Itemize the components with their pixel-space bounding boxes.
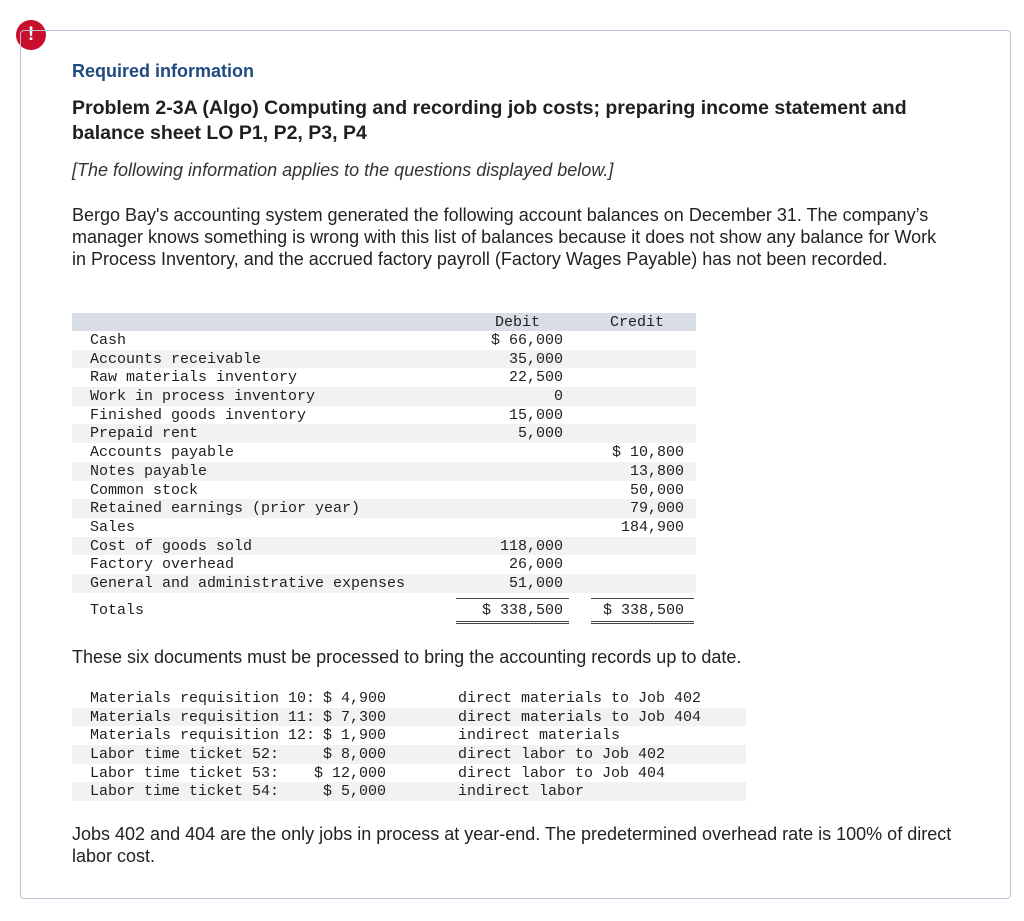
credit-double-underline-1 xyxy=(591,621,694,622)
list-item xyxy=(72,782,746,801)
debit-value: 15,000 xyxy=(508,406,563,424)
table-row xyxy=(72,481,696,500)
table-row xyxy=(72,499,696,518)
debit-value: 51,000 xyxy=(508,574,563,592)
document-amount: $ 1,900 xyxy=(322,727,386,745)
document-name: Materials requisition 11: xyxy=(90,708,316,726)
table-row xyxy=(72,537,696,556)
account-name: Factory overhead xyxy=(90,556,235,574)
debit-value: 35,000 xyxy=(508,350,563,368)
required-info-heading: Required information xyxy=(72,61,255,81)
list-item xyxy=(72,726,746,745)
credit-underline xyxy=(591,598,694,599)
debit-value: $ 66,000 xyxy=(490,332,563,349)
debit-value: 26,000 xyxy=(508,556,563,574)
account-name: Finished goods inventory xyxy=(90,406,307,424)
debit-value: 5,000 xyxy=(517,425,563,443)
document-description: indirect labor xyxy=(458,783,585,801)
account-name: General and administrative expenses xyxy=(90,574,406,592)
document-name: Labor time ticket 52: xyxy=(90,746,280,764)
document-description: indirect materials xyxy=(458,727,621,745)
document-amount: $ 4,900 xyxy=(322,690,386,707)
table-row xyxy=(72,518,696,537)
account-name: Common stock xyxy=(90,481,199,499)
documents-table xyxy=(72,689,746,801)
account-name: Notes payable xyxy=(90,462,208,480)
list-item xyxy=(72,745,746,764)
table-row xyxy=(72,574,696,593)
debit-double-underline-2 xyxy=(456,623,569,624)
table-row xyxy=(72,462,696,481)
table-row xyxy=(72,406,696,425)
debit-underline xyxy=(456,598,569,599)
applies-note: [The following information applies to the questions displayed below.] xyxy=(72,160,614,180)
documents-intro: These six documents must be processed to bring the accounting records up to date. xyxy=(72,647,742,667)
account-name: Work in process inventory xyxy=(90,388,316,406)
table-row xyxy=(72,555,696,574)
document-name: Labor time ticket 53: xyxy=(90,764,280,782)
table-row xyxy=(72,424,696,443)
list-item xyxy=(72,764,746,783)
table-header xyxy=(72,313,696,331)
list-item xyxy=(72,708,746,727)
table-row xyxy=(72,331,696,350)
account-name: Cost of goods sold xyxy=(90,537,253,555)
credit-value: 184,900 xyxy=(620,518,684,536)
closing-paragraph: Jobs 402 and 404 are the only jobs in process at year-end. The predetermined overhead rate is 100% of direct labor cost. xyxy=(72,824,952,866)
document-description: direct labor to Job 404 xyxy=(458,764,666,782)
list-item xyxy=(72,689,746,708)
account-name: Accounts receivable xyxy=(90,350,262,368)
document-amount: $ 8,000 xyxy=(322,746,386,764)
account-name: Cash xyxy=(90,332,127,349)
credit-value: 79,000 xyxy=(629,500,684,518)
totals-debit: $ 338,500 xyxy=(481,601,563,619)
credit-double-underline-2 xyxy=(591,623,694,624)
document-amount: $ 5,000 xyxy=(322,783,386,801)
debit-value: 0 xyxy=(553,388,563,406)
account-name: Retained earnings (prior year) xyxy=(90,500,361,518)
debit-double-underline-1 xyxy=(456,621,569,622)
intro-paragraph: Bergo Bay's accounting system generated the following account balances on December 31. The company’s manager knows something is wrong with this list of balances because it does not show any balance for Work in Process Inventory, and the accrued factory payroll (Factory Wages Payable) has not been recorded. xyxy=(72,205,937,269)
account-name: Raw materials inventory xyxy=(90,369,298,387)
credit-header: Credit xyxy=(609,314,664,331)
document-amount: $ 7,300 xyxy=(322,708,386,726)
debit-value: 118,000 xyxy=(499,537,563,555)
document-name: Materials requisition 10: xyxy=(90,690,316,707)
credit-value: 13,800 xyxy=(629,462,684,480)
document-description: direct materials to Job 404 xyxy=(458,708,702,726)
document-name: Labor time ticket 54: xyxy=(90,783,280,801)
table-row xyxy=(72,368,696,387)
table-row xyxy=(72,443,696,462)
totals-row xyxy=(72,597,696,621)
table-row xyxy=(72,387,696,406)
totals-label: Totals xyxy=(90,601,145,619)
credit-value: 50,000 xyxy=(629,481,684,499)
problem-title: Problem 2-3A (Algo) Computing and recording job costs; preparing income statement and balance sheet LO P1, P2, P3, P4 xyxy=(72,97,907,144)
table-row xyxy=(72,350,696,369)
document-description: direct materials to Job 402 xyxy=(458,690,702,707)
credit-value: $ 10,800 xyxy=(611,444,684,462)
account-name: Prepaid rent xyxy=(90,425,199,443)
account-balances-table xyxy=(72,313,696,621)
document-amount: $ 12,000 xyxy=(313,764,386,782)
debit-value: 22,500 xyxy=(508,369,563,387)
debit-header: Debit xyxy=(494,314,540,331)
account-name: Accounts payable xyxy=(90,444,235,462)
alert-icon: ! xyxy=(16,20,46,50)
account-name: Sales xyxy=(90,518,136,536)
document-description: direct labor to Job 402 xyxy=(458,746,666,764)
document-name: Materials requisition 12: xyxy=(90,727,316,745)
totals-credit: $ 338,500 xyxy=(602,601,684,619)
